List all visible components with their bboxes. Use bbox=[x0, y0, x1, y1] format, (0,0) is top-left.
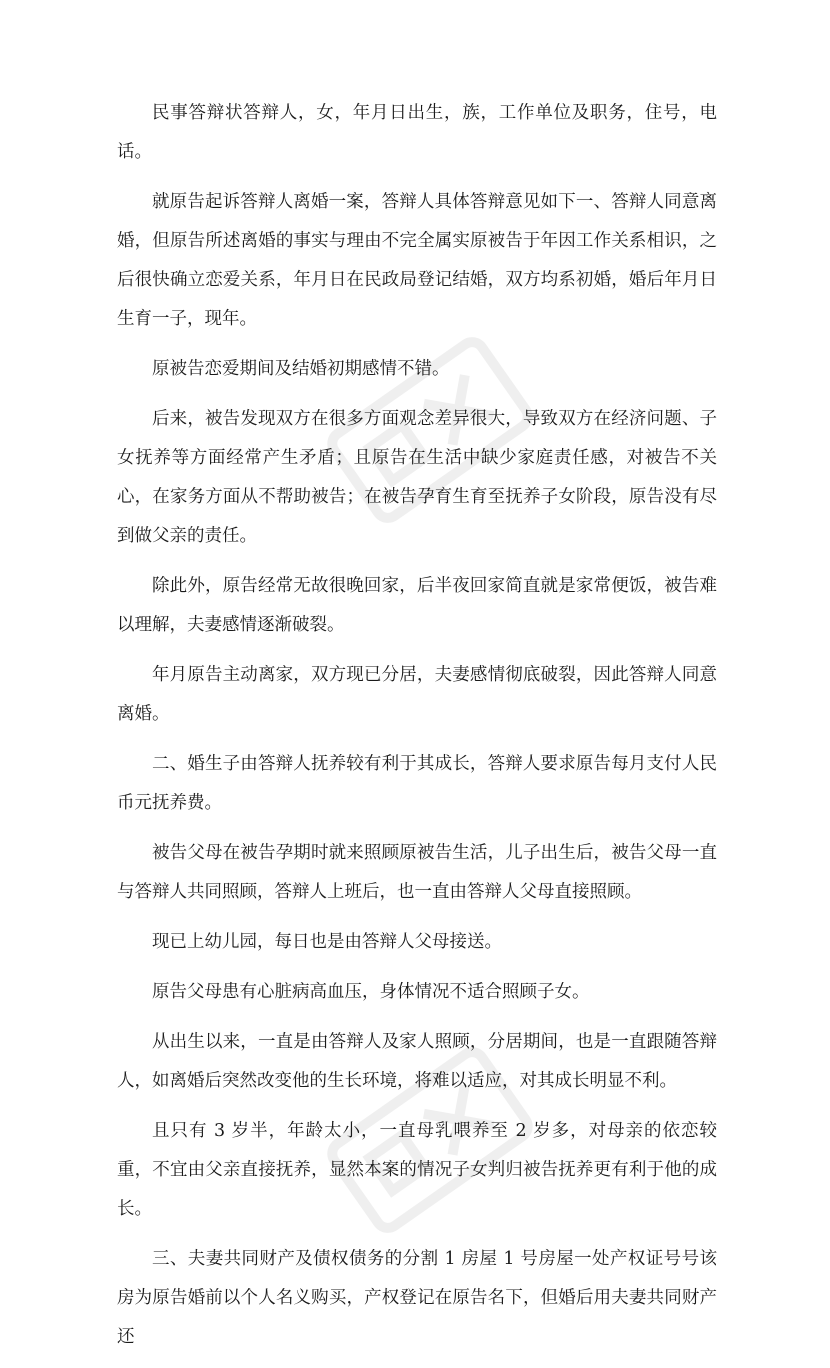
paragraph-13: 三、夫妻共同财产及债权债务的分割 1 房屋 1 号房屋一处产权证号号该房为原告婚前以个人名义购买，产权登记在原告名下，但婚后用夫妻共同财产还 bbox=[117, 1249, 717, 1347]
paragraph-7: 二、婚生子由答辩人抚养较有利于其成长，答辩人要求原告每月支付人民币元抚养费。 bbox=[117, 754, 717, 813]
paragraph-1: 民事答辩状答辩人，女，年月日出生，族，工作单位及职务，住号，电话。 bbox=[117, 103, 717, 162]
paragraph-3: 原被告恋爱期间及结婚初期感情不错。 bbox=[152, 359, 450, 379]
paragraph-9: 现已上幼儿园，每日也是由答辩人父母接送。 bbox=[152, 932, 502, 952]
paragraph-2: 就原告起诉答辩人离婚一案，答辩人具体答辩意见如下一、答辩人同意离婚，但原告所述离婚的事实与理由不完全属实原被告于年因工作关系相识，之后很快确立恋爱关系，年月日在民政局登记结婚，双方均系初婚，婚后年月日生育一子，现年。 bbox=[117, 192, 717, 329]
paragraph-11: 从出生以来，一直是由答辩人及家人照顾，分居期间，也是一直跟随答辩人，如离婚后突然改变他的生长环境，将难以适应，对其成长明显不利。 bbox=[117, 1032, 717, 1091]
paragraph-6: 年月原告主动离家，双方现已分居，夫妻感情彻底破裂，因此答辩人同意离婚。 bbox=[117, 665, 717, 724]
document-body bbox=[117, 94, 717, 1368]
paragraph-4: 后来，被告发现双方在很多方面观念差异很大，导致双方在经济问题、子女抚养等方面经常产生矛盾；且原告在生活中缺少家庭责任感，对被告不关心，在家务方面从不帮助被告；在被告孕育生育至抚养子女阶段，原告没有尽到做父亲的责任。 bbox=[117, 409, 717, 546]
paragraph-5: 除此外，原告经常无故很晚回家，后半夜回家简直就是家常便饭，被告难以理解，夫妻感情逐渐破裂。 bbox=[117, 576, 717, 635]
paragraph-10: 原告父母患有心脏病高血压，身体情况不适合照顾子女。 bbox=[152, 982, 590, 1002]
paragraph-8: 被告父母在被告孕期时就来照顾原被告生活，儿子出生后，被告父母一直与答辩人共同照顾，答辩人上班后，也一直由答辩人父母直接照顾。 bbox=[117, 843, 717, 902]
paragraph-12: 且只有 3 岁半，年龄太小，一直母乳喂养至 2 岁多，对母亲的依恋较重，不宜由父亲直接抚养，显然本案的情况子女判归被告抚养更有利于他的成长。 bbox=[117, 1121, 717, 1219]
